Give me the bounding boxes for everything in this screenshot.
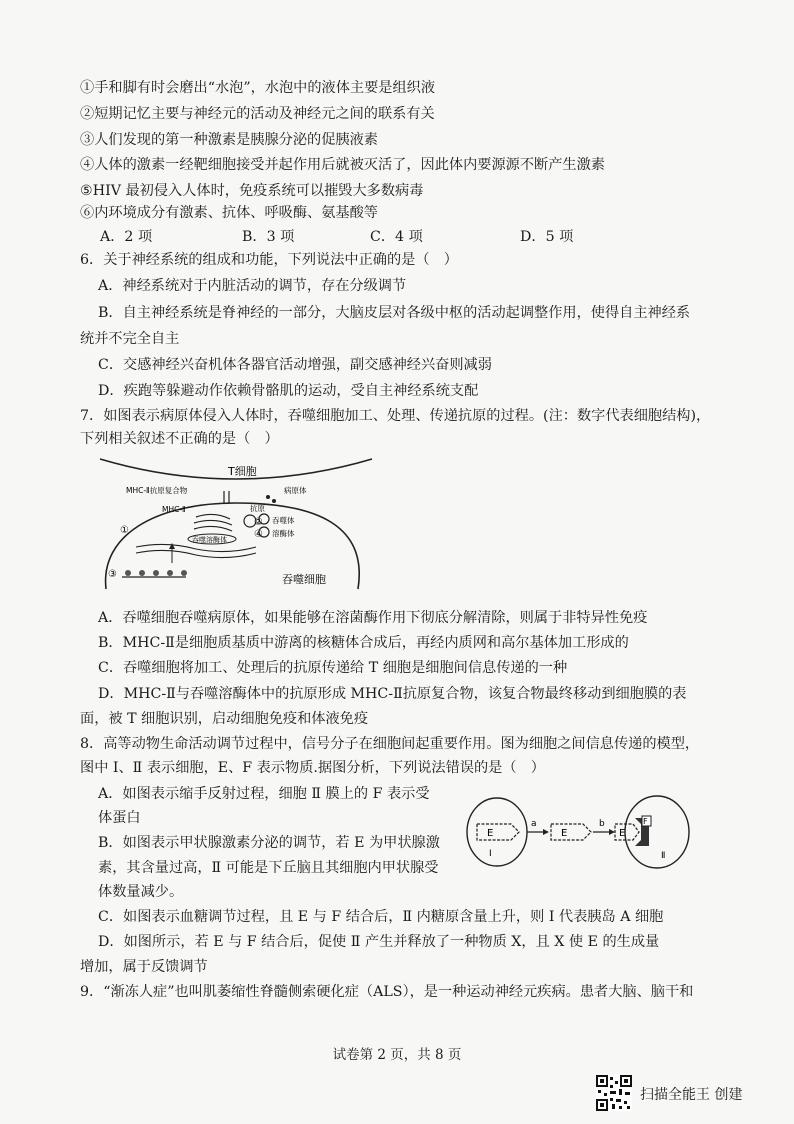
q8-fig-e3: E (619, 828, 626, 839)
q8-fig-f: F (643, 817, 648, 826)
q6-option-b-line1: B．自主神经系统是脊神经的一部分，大脑皮层对各级中枢的活动起调整作用，使得自主神经系 (98, 305, 691, 321)
q8-option-a-line2: 体蛋白 (98, 810, 141, 826)
q7-label-pathogen: 病原体 (284, 486, 307, 495)
q8-fig-e2: E (561, 828, 568, 839)
q7-stem-line2: 下列相关叙述不正确的是（ ） (80, 431, 279, 447)
q8-fig-e1: E (487, 828, 494, 839)
q7-figure (96, 455, 376, 595)
q8-fig-cell-1: Ⅰ (489, 849, 492, 859)
q8-option-c: C．如图表示血糖调节过程，且 E 与 F 结合后，Ⅱ 内糖原含量上升，则 Ⅰ 代表胰岛 A 细胞 (98, 909, 664, 925)
q7-label-1: ① (120, 525, 129, 536)
q8-option-a-line1: A．如图表示缩手反射过程，细胞 Ⅱ 膜上的 F 表示受 (98, 786, 430, 802)
q5-item-6: ⑥内环境成分有激素、抗体、呼吸酶、氨基酸等 (80, 205, 378, 221)
q5-item-3: ③人们发现的第一种激素是胰腺分泌的促胰液素 (80, 132, 378, 148)
q5-item-1: ①手和脚有时会磨出“水泡”，水泡中的液体主要是组织液 (80, 80, 436, 96)
q5-options (100, 226, 620, 246)
q6-option-c: C．交感神经兴奋机体各器官活动增强，副交感神经兴奋则减弱 (98, 357, 492, 373)
q7-label-lysosome: 溶酶体 (272, 529, 295, 538)
q7-option-d-line1: D．MHC-Ⅱ与吞噬溶酶体中的抗原形成 MHC-Ⅱ抗原复合物，该复合物最终移动到细胞膜的表 (98, 686, 687, 702)
q7-stem-line1: 7．如图表示病原体侵入人体时，吞噬细胞加工、处理、传递抗原的过程。(注：数字代表细胞结构)， (80, 408, 711, 424)
q7-label-4: ④ (254, 529, 263, 540)
q5-item-2: ②短期记忆主要与神经元的活动及神经元之间的联系有关 (80, 106, 435, 122)
q8-option-b-line3: 体数量减少。 (98, 884, 184, 900)
q8-option-b-line1: B．如图表示甲状腺激素分泌的调节，若 E 为甲状腺激 (98, 835, 440, 851)
q6-option-b-line2: 统并不完全自主 (80, 331, 180, 347)
q7-label-macrophage: 吞噬细胞 (282, 573, 326, 586)
q6-option-d: D．疾跑等躲避动作依赖骨骼肌的运动，受自主神经系统支配 (98, 383, 479, 399)
q8-option-d-line2: 增加，属于反馈调节 (80, 959, 208, 975)
q5-item-4: ④人体的激素一经靶细胞接受并起作用后就被灭活了，因此体内要源源不断产生激素 (80, 157, 605, 173)
q8-figure (465, 792, 690, 872)
q8-fig-cell-2: Ⅱ (661, 851, 666, 861)
q8-fig-arrow-b: b (599, 819, 605, 829)
q5-option-c: C．4 项 (370, 229, 423, 245)
q8-option-b-line2: 素，其含量过高，Ⅱ 可能是下丘脑且其细胞内甲状腺受 (98, 860, 439, 876)
q7-label-mhc: MHC-Ⅱ (162, 505, 186, 514)
q7-label-3: ③ (108, 569, 117, 580)
q8-stem-line2: 图中 Ⅰ、Ⅱ 表示细胞，E、F 表示物质.据图分析，下列说法错误的是（ ） (80, 760, 545, 776)
q7-label-antigen: 抗原 (250, 504, 265, 513)
q7-label-t-cell: T细胞 (228, 465, 257, 478)
scanner-brand-label: 扫描全能王 创建 (640, 1087, 743, 1103)
q8-fig-arrow-a: a (531, 819, 537, 829)
q8-stem-line1: 8．高等动物生命活动调节过程中，信号分子在细胞间起重要作用。图为细胞之间信息传递的模型， (80, 736, 700, 752)
page-footer: 试卷第 2 页，共 8 页 (332, 1047, 462, 1063)
q7-label-2: ② (254, 517, 263, 528)
qr-code-icon (596, 1075, 632, 1111)
q7-option-b: B．MHC-Ⅱ是细胞质基质中游离的核糖体合成后，再经内质网和高尔基体加工形成的 (98, 635, 629, 651)
q7-option-d-line2: 面，被 T 细胞识别，启动细胞免疫和体液免疫 (80, 711, 369, 727)
q5-option-d: D．5 项 (520, 229, 574, 245)
q5-item-5: ⑤HIV 最初侵入人体时，免疫系统可以摧毁大多数病毒 (80, 183, 424, 199)
q7-label-phagosome: 吞噬体 (272, 516, 295, 525)
q6-option-a: A．神经系统对于内脏活动的调节，存在分级调节 (98, 278, 407, 294)
q7-option-a: A．吞噬细胞吞噬病原体，如果能够在溶菌酶作用下彻底分解清除，则属于非特异性免疫 (98, 610, 648, 626)
q7-label-phagolysosome: 吞噬溶酶体 (192, 536, 227, 544)
q5-option-b: B．3 项 (242, 229, 295, 245)
q7-label-complex: MHC-Ⅱ抗原复合物 (126, 486, 188, 495)
q7-option-c: C．吞噬细胞将加工、处理后的抗原传递给 T 细胞是细胞间信息传递的一种 (98, 660, 568, 676)
q9-stem: 9．“渐冻人症”也叫肌萎缩性脊髓侧索硬化症（ALS），是一种运动神经元疾病。患者大脑、脑干和 (80, 984, 694, 1000)
q6-stem: 6．关于神经系统的组成和功能，下列说法中正确的是（ ） (80, 252, 458, 268)
q8-option-d-line1: D．如图所示，若 E 与 F 结合后，促使 Ⅱ 产生并释放了一种物质 X，且 X 使 E 的生成量 (98, 934, 660, 950)
q5-option-a: A．2 项 (100, 229, 153, 245)
